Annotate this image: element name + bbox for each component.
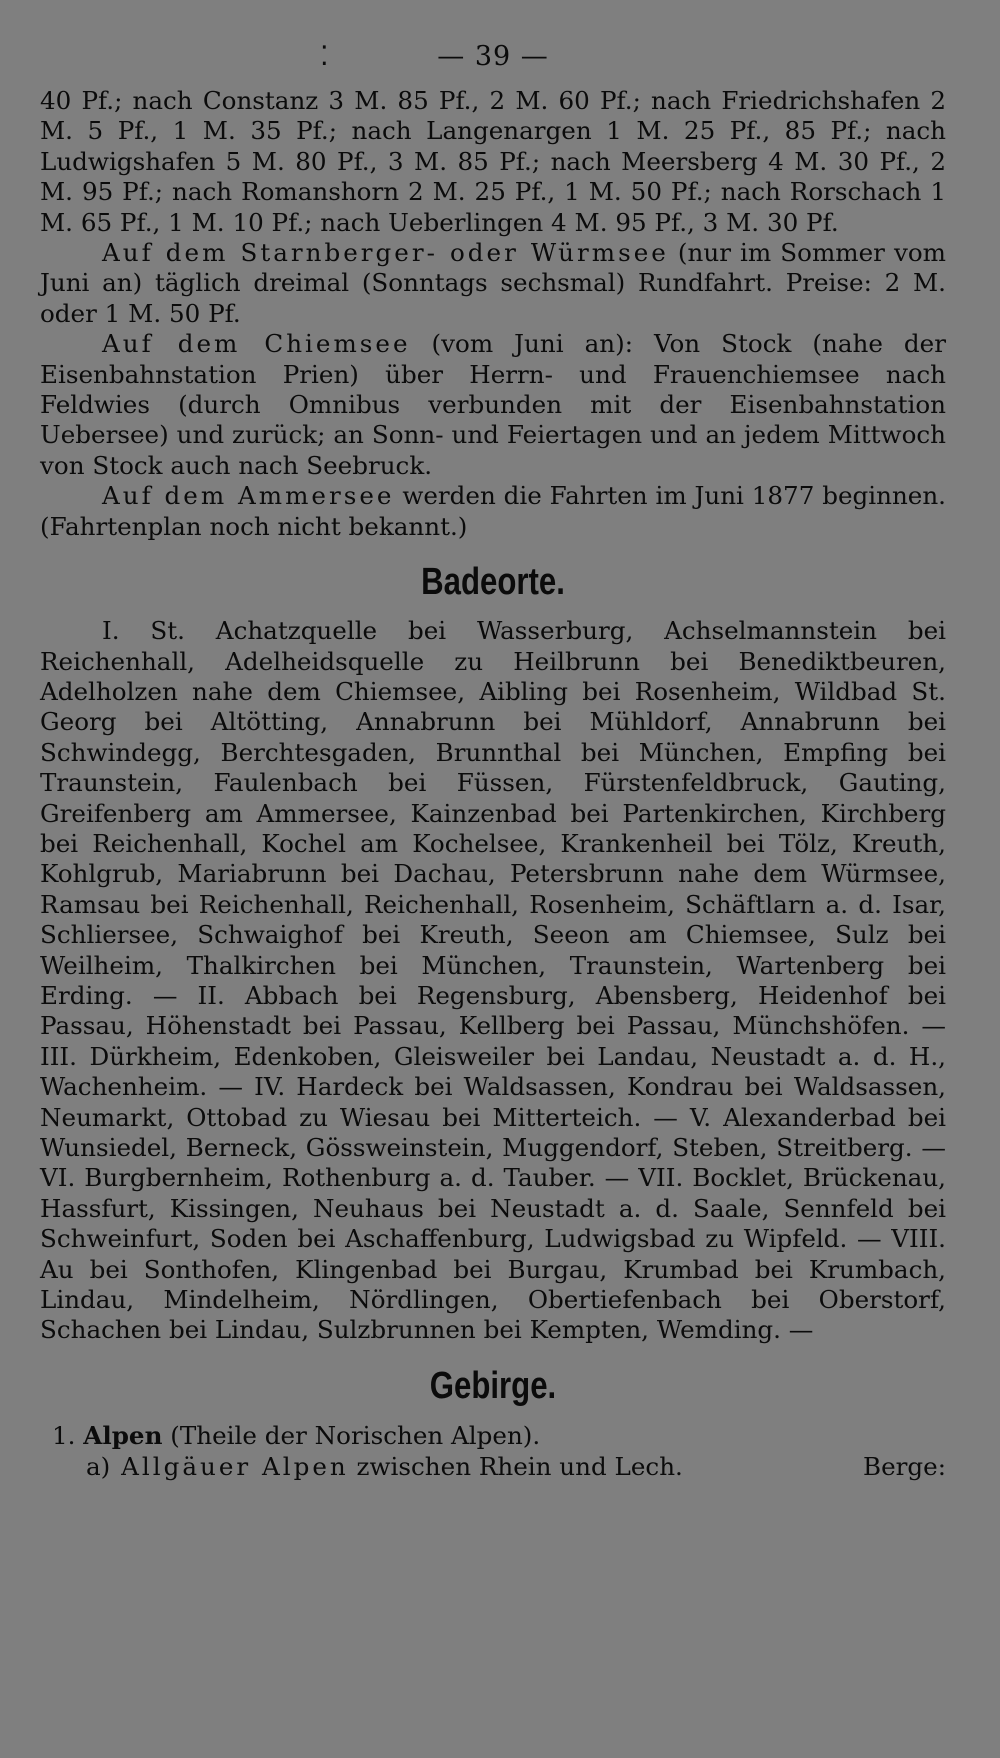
chiemsee-text: (vom Juni an): Von Stock (nahe der Eisenbahnstation Prien) über Herrn- und Frauenchiemsee nach Feldwies (durch Omnibus verbunden mit der Eisenbahnstation Uebersee) und zurück; an Sonn- und Feiertagen und an jedem Mittwoch von Stock auch nach Seebruck. bbox=[40, 329, 946, 480]
page-number: — 39 — bbox=[437, 41, 549, 72]
book-page bbox=[40, 36, 946, 1482]
ship-fares-section bbox=[40, 86, 946, 542]
gebirge-item-a-title: Allgäuer Alpen bbox=[110, 1451, 349, 1481]
chiemsee-lead: Auf dem Chiemsee bbox=[102, 329, 411, 359]
gebirge-section bbox=[40, 1420, 946, 1482]
header-mark: ⁚ bbox=[320, 41, 330, 72]
gebirge-item-a-label: a) bbox=[86, 1451, 111, 1481]
badeorte-heading: Badeorte. bbox=[421, 561, 565, 604]
gebirge-item-1-number: 1. bbox=[52, 1420, 76, 1450]
chiemsee-paragraph bbox=[40, 329, 946, 481]
starnberg-paragraph bbox=[40, 238, 946, 329]
ammersee-lead: Auf dem Ammersee bbox=[102, 481, 395, 511]
gebirge-item-a-rest: zwischen Rhein und Lech. bbox=[348, 1451, 683, 1481]
gebirge-item-a-end: Berge: bbox=[863, 1451, 946, 1481]
gebirge-item-1 bbox=[40, 1420, 946, 1451]
gebirge-item-1-title: Alpen bbox=[83, 1420, 163, 1450]
badeorte-section bbox=[40, 616, 946, 1346]
starnberg-text: (nur im Sommer vom Juni an) täglich dreimal (Sonntags sechsmal) Rundfahrt. Preise: 2 M. oder 1 M. 50 Pf. bbox=[40, 238, 946, 328]
badeorte-paragraph: I. St. Achatzquelle bei Wasserburg, Achselmannstein bei Reichenhall, Adelheidsquelle zu Heilbrunn bei Benediktbeuren, Adelholzen nahe dem Chiemsee, Aibling bei Rosenheim, Wildbad St. Georg bei Altötting, Annabrunn bei Mühldorf, Annabrunn bei Schwindegg, Berchtesgaden, Brunnthal bei München, Empfing bei Traunstein, Faulenbach bei Füssen, Fürstenfeldbruck, Gauting, Greifenberg am Ammersee, Kainzenbad bei Partenkirchen, Kirchberg bei Reichenhall, Kochel am Kochelsee, Krankenheil bei Tölz, Kreuth, Kohlgrub, Mariabrunn bei Dachau, Petersbrunn nahe dem Würmsee, Ramsau bei Reichenhall, Reichenhall, Rosenheim, Schäftlarn a. d. Isar, Schliersee, Schwaighof bei Kreuth, Seeon am Chiemsee, Sulz bei Weilheim, Thalkirchen bei München, Traunstein, Wartenberg bei Erding. — II. Abbach bei Regensburg, Abensberg, Heidenhof bei Passau, Höhenstadt bei Passau, Kellberg bei Passau, Münchshöfen. — III. Dürkheim, Edenkoben, Gleisweiler bei Landau, Neustadt a. d. H., Wachenheim. — IV. Hardeck bei Waldsassen, Kondrau bei Waldsassen, Neumarkt, Ottobad zu Wiesau bei Mitterteich. — V. Alexanderbad bei Wunsiedel, Berneck, Gössweinstein, Muggendorf, Steben, Streitberg. — VI. Burgbernheim, Rothenburg a. d. Tauber. — VII. Bocklet, Brückenau, Hassfurt, Kissingen, Neuhaus bei Neustadt a. d. Saale, Sennfeld bei Schweinfurt, Soden bei Aschaffenburg, Ludwigsbad zu Wipfeld. — VIII. Au bei Sonthofen, Klingenbad bei Burgau, Krumbad bei Krumbach, Lindau, Mindelheim, Nördlingen, Obertiefenbach bei Oberstorf, Schachen bei Lindau, Sulzbrunnen bei Kempten, Wemding. — bbox=[40, 616, 946, 1345]
gebirge-item-1-rest: (Theile der Norischen Alpen). bbox=[162, 1420, 541, 1450]
fares-paragraph: 40 Pf.; nach Constanz 3 M. 85 Pf., 2 M. 60 Pf.; nach Friedrichshafen 2 M. 5 Pf., 1 M. 35 Pf.; nach Langenargen 1 M. 25 Pf., 85 Pf.; nach Ludwigshafen 5 M. 80 Pf., 3 M. 85 Pf.; nach Meersberg 4 M. 30 Pf., 2 M. 95 Pf.; nach Romanshorn 2 M. 25 Pf., 1 M. 50 Pf.; nach Rorschach 1 M. 65 Pf., 1 M. 10 Pf.; nach Ueberlingen 4 M. 95 Pf., 3 M. 30 Pf. bbox=[40, 86, 946, 237]
ammersee-text: werden die Fahrten im Juni 1877 beginnen. (Fahrtenplan noch nicht bekannt.) bbox=[40, 481, 946, 541]
page-header bbox=[40, 36, 946, 78]
ammersee-paragraph bbox=[40, 481, 946, 542]
gebirge-item-a bbox=[40, 1451, 946, 1482]
gebirge-heading: Gebirge. bbox=[429, 1364, 557, 1407]
starnberg-lead: Auf dem Starnberger- oder Würmsee bbox=[102, 238, 669, 268]
